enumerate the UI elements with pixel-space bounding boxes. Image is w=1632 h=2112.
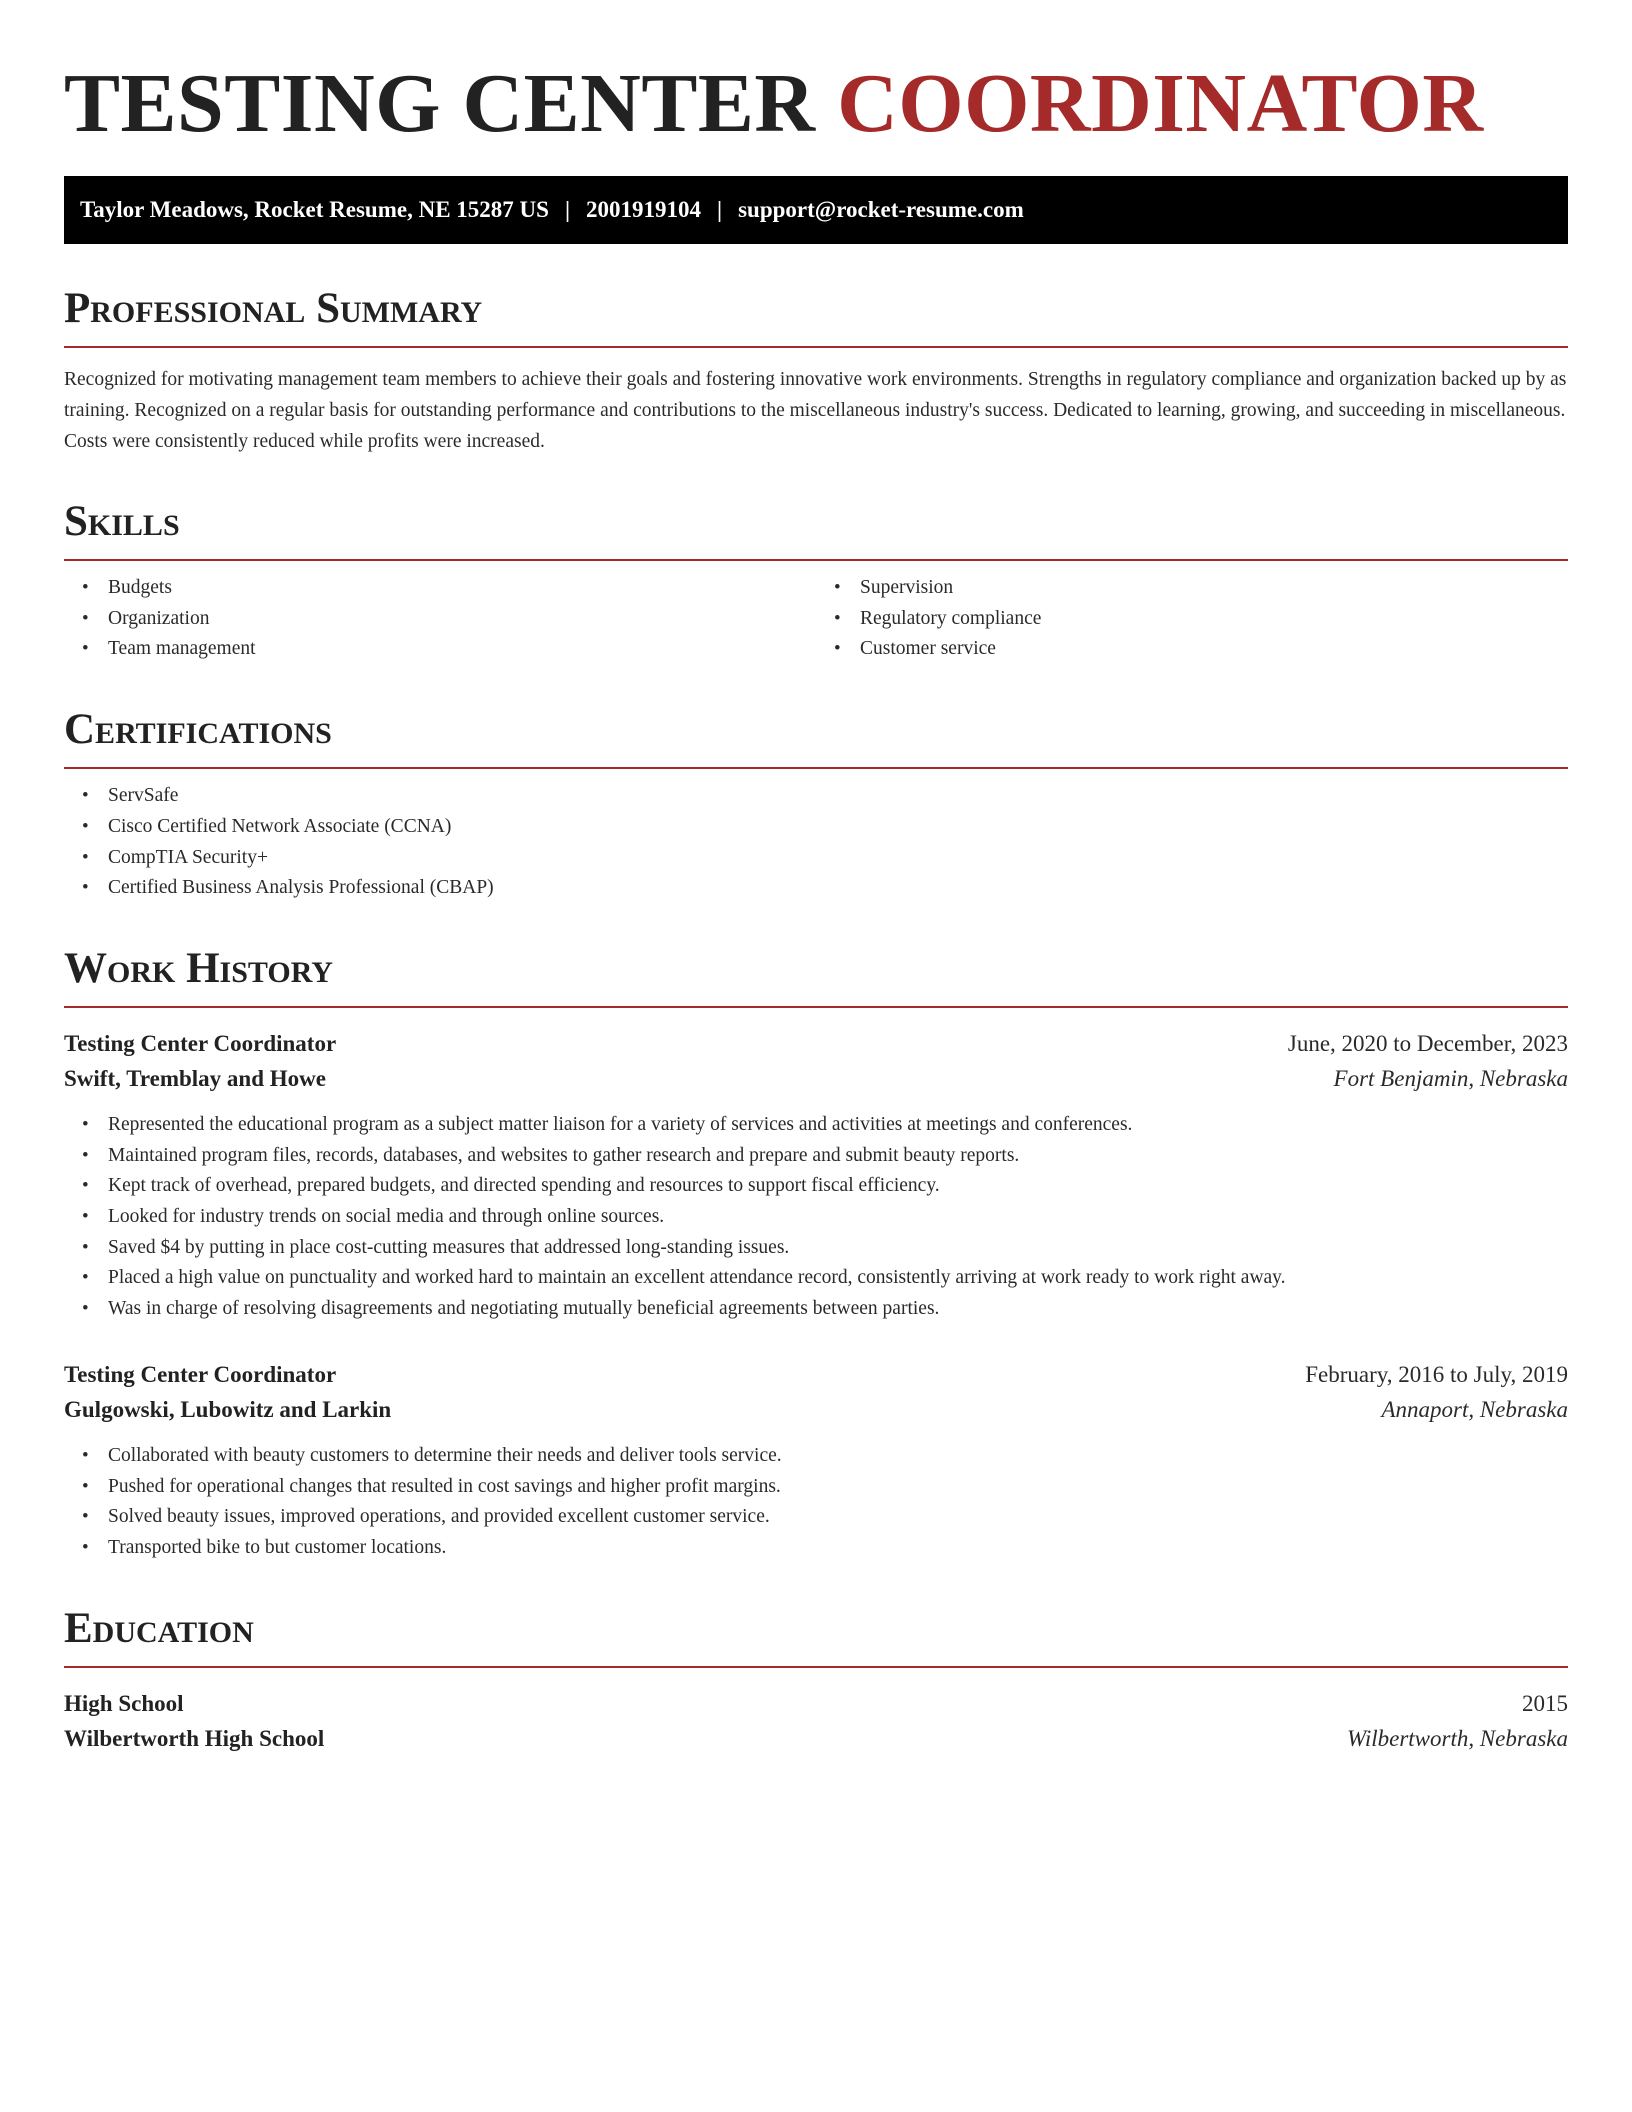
job-duties-list xyxy=(64,1110,1568,1325)
job-duty: • Maintained program files, records, databases, and websites to gather research and prepare and submit beauty reports. xyxy=(108,1141,1568,1172)
job-title: Testing Center Coordinator xyxy=(64,1030,337,1056)
education-school: Wilbertworth High School xyxy=(64,1725,325,1751)
skill-item: • Budgets xyxy=(108,573,816,604)
job-entry xyxy=(64,1026,1568,1325)
title-accent: COORDINATOR xyxy=(837,57,1484,150)
job-company-row xyxy=(64,1392,1568,1427)
job-duty: • Was in charge of resolving disagreements and negotiating mutually beneficial agreements between parties. xyxy=(108,1294,1568,1325)
education-header-row xyxy=(64,1686,1568,1721)
job-duty: • Transported bike to but customer locations. xyxy=(108,1533,1568,1564)
certifications-heading: Certifications xyxy=(64,705,1568,769)
job-location: Fort Benjamin, Nebraska xyxy=(1333,1065,1568,1091)
resume-title xyxy=(64,0,1568,154)
job-duty: • Placed a high value on punctuality and worked hard to maintain an excellent attendance record, consistently arriving at work ready to work right away. xyxy=(108,1263,1568,1294)
contact-separator: | xyxy=(564,197,571,222)
job-dates: February, 2016 to July, 2019 xyxy=(1305,1361,1568,1387)
skills-heading: Skills xyxy=(64,497,1568,561)
summary-text: Recognized for motivating management team members to achieve their goals and fostering innovative work environments. Strengths in regulatory compliance and organization backed up by as training. Recognized on a regular basis for outstanding performance and contributions to the miscellaneous industry's success. Dedicated to learning, growing, and succeeding in miscellaneous. Costs were consistently reduced while profits were increased. xyxy=(64,369,1567,452)
contact-address: Taylor Meadows, Rocket Resume, NE 15287 US xyxy=(80,197,549,222)
contact-email: support@rocket-resume.com xyxy=(738,197,1024,222)
education-degree: High School xyxy=(64,1690,184,1716)
job-duty: • Looked for industry trends on social media and through online sources. xyxy=(108,1202,1568,1233)
skills-section xyxy=(64,497,1568,665)
certification-item: • ServSafe xyxy=(108,781,1568,812)
job-header-row xyxy=(64,1357,1568,1392)
education-entry xyxy=(64,1686,1568,1756)
job-duty: • Pushed for operational changes that resulted in cost savings and higher profit margins. xyxy=(108,1472,1568,1503)
job-duty: • Collaborated with beauty customers to determine their needs and deliver tools service. xyxy=(108,1441,1568,1472)
education-school-row xyxy=(64,1721,1568,1756)
education-year: 2015 xyxy=(1522,1690,1568,1716)
contact-phone: 2001919104 xyxy=(586,197,702,222)
skill-item: • Customer service xyxy=(860,634,1568,665)
education-heading: Education xyxy=(64,1604,1568,1668)
job-entry xyxy=(64,1357,1568,1564)
job-dates: June, 2020 to December, 2023 xyxy=(1287,1030,1568,1056)
education-section xyxy=(64,1604,1568,1756)
contact-separator: | xyxy=(717,197,723,222)
work-history-section xyxy=(64,944,1568,1564)
skill-item: • Organization xyxy=(108,604,816,635)
certification-item: • CompTIA Security+ xyxy=(108,843,1568,874)
job-location: Annaport, Nebraska xyxy=(1381,1396,1568,1422)
job-duties-list xyxy=(64,1441,1568,1564)
skill-item: • Supervision xyxy=(860,573,1568,604)
job-duty: • Saved $4 by putting in place cost-cutting measures that addressed long-standing issues. xyxy=(108,1233,1568,1264)
job-duty: • Represented the educational program as a subject matter liaison for a variety of services and activities at meetings and conferences. xyxy=(108,1110,1568,1141)
work-history-heading: Work History xyxy=(64,944,1568,1008)
certification-item: • Cisco Certified Network Associate (CCNA) xyxy=(108,812,1568,843)
summary-section xyxy=(64,284,1568,457)
skill-item: • Team management xyxy=(108,634,816,665)
job-title: Testing Center Coordinator xyxy=(64,1361,337,1387)
contact-bar xyxy=(64,176,1568,244)
job-company: Gulgowski, Lubowitz and Larkin xyxy=(64,1396,392,1422)
summary-heading: Professional Summary xyxy=(64,284,1568,348)
job-duty: • Solved beauty issues, improved operations, and provided excellent customer service. xyxy=(108,1502,1568,1533)
certification-item: • Certified Business Analysis Professional (CBAP) xyxy=(108,873,1568,904)
certifications-list xyxy=(64,781,1568,904)
job-header-row xyxy=(64,1026,1568,1061)
job-company: Swift, Tremblay and Howe xyxy=(64,1065,326,1091)
skill-item: • Regulatory compliance xyxy=(860,604,1568,635)
education-location: Wilbertworth, Nebraska xyxy=(1346,1725,1568,1751)
certifications-section xyxy=(64,705,1568,904)
title-main: TESTING CENTER xyxy=(64,57,816,150)
job-company-row xyxy=(64,1061,1568,1096)
skills-list-right xyxy=(816,573,1568,665)
skills-list-left xyxy=(64,573,816,665)
skills-grid xyxy=(64,561,1568,665)
job-duty: • Kept track of overhead, prepared budgets, and directed spending and resources to support fiscal efficiency. xyxy=(108,1171,1568,1202)
